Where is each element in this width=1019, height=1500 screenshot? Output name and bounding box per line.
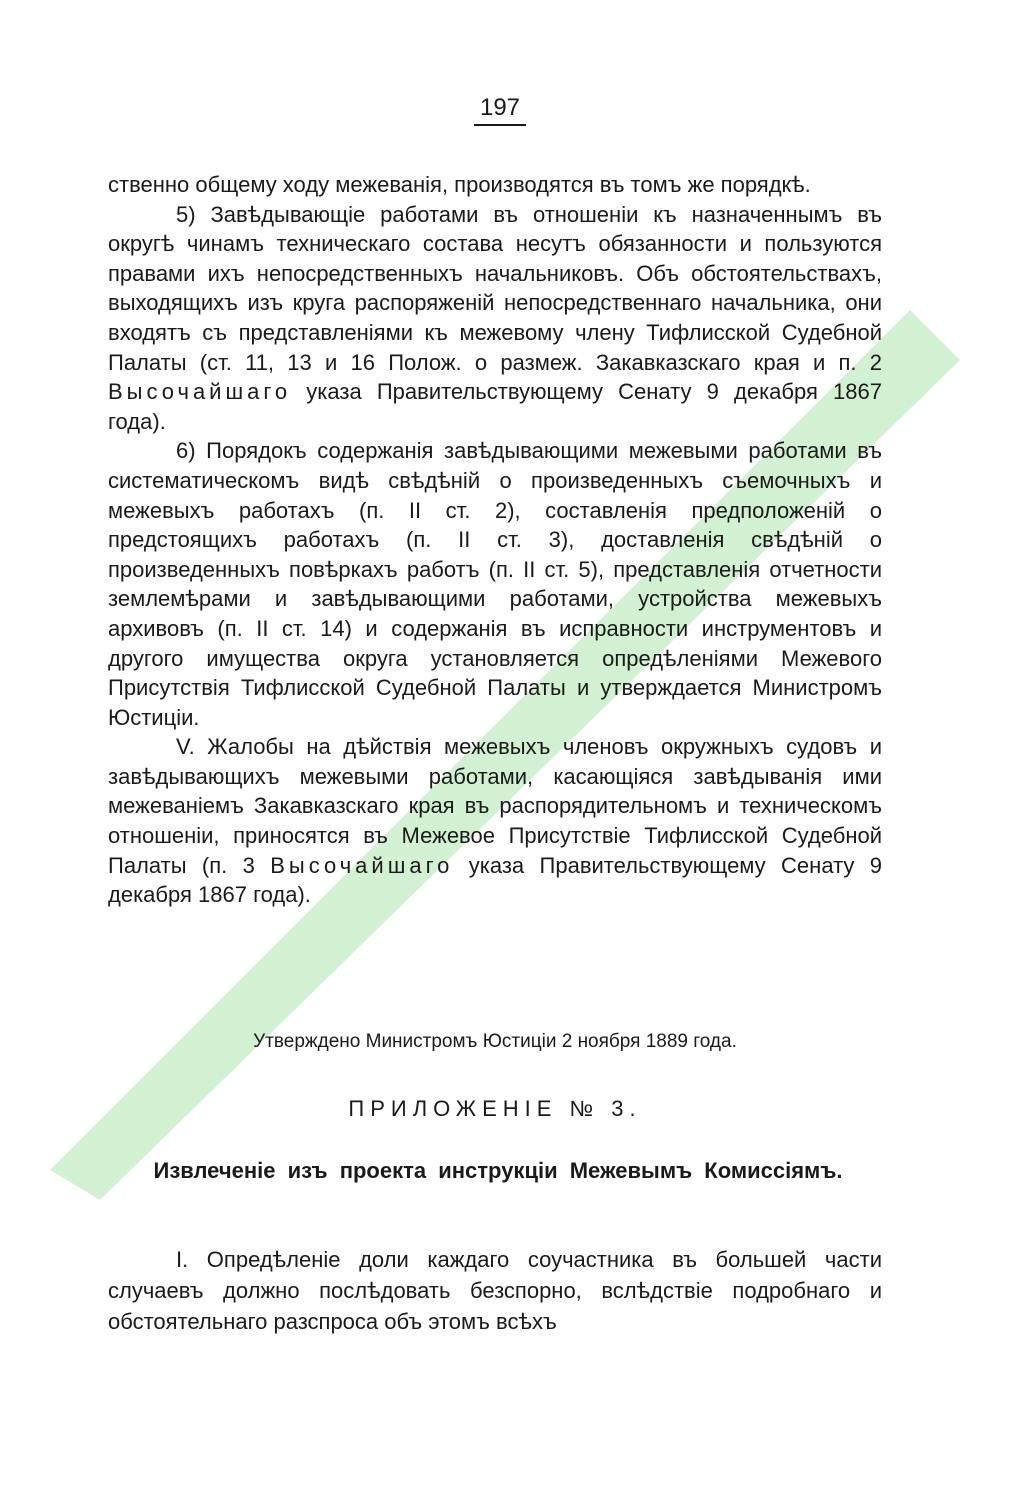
page-number: [0, 92, 1000, 126]
paragraph-v-text: V. Жалобы на дѣйствія межевыхъ членовъ окружныхъ судовъ и завѣдывающихъ межевыми работами, касающіяся завѣдыванія ими межеваніемъ Закавказскаго края въ распорядительномъ и техническомъ отношеніи, приносятся въ Межевое Присутствіе Тифлисской Судебной Палаты (п. 3: [108, 734, 882, 878]
extract-title: Извлеченіе изъ проекта инструкціи Межевымъ Комиссіямъ.: [153, 1158, 843, 1183]
appendix-title: ПРИЛОЖЕНІЕ № 3.: [348, 1096, 642, 1121]
approval-note: Утверждено Министромъ Юстиціи 2 ноября 1889 года.: [253, 1031, 737, 1052]
page-number-value: 197: [474, 92, 526, 126]
paragraph-5-text: 5) Завѣдывающіе работами въ отношеніи къ назначеннымъ въ округѣ чинамъ техническаго состава несутъ обязанности и пользуются правами ихъ непосредственныхъ начальниковъ. Объ обстоятельствахъ, выходящихъ изъ круга распоряженій непосредственнаго начальника, они входятъ съ представленіями къ межевому члену Тифлисской Судебной Палаты (ст. 11, 13 и 16 Полож. о размеж. Закавказскаго края и п. 2: [108, 201, 882, 375]
paragraph-v-tail: указа Правительствующему Сенату 9 декабря 1867 года).: [108, 852, 882, 908]
paragraph-continuation: ственно общему ходу межеванія, производятся въ томъ же порядкѣ.: [108, 172, 811, 197]
instruction-text: [108, 1244, 882, 1337]
paragraph-v: [108, 732, 882, 910]
highness-word: Высочайшаго: [270, 852, 454, 878]
paragraph-6: 6) Порядокъ содержанія завѣдывающими межевыми работами въ систематическомъ видѣ свѣдѣній о произведенныхъ съемочныхъ и межевыхъ работахъ (п. II ст. 2), составленія предположеній о предстоящихъ работахъ (п. II ст. 3), доставленія свѣдѣній о произведенныхъ повѣркахъ работъ (п. II ст. 5), представленія отчетности землемѣрами и завѣдывающими работами, устройства межевыхъ архивовъ (п. II ст. 14) и содержанія въ исправности инструментовъ и другого имущества округа установляется опредѣленіями Межевого Присутствія Тифлисской Судебной Палаты и утверждается Министромъ Юстиціи.: [108, 438, 882, 730]
paragraph-5-tail: указа Правительствующему Сенату 9 декабря 1867 года).: [108, 379, 882, 434]
paragraph-5: [108, 200, 882, 437]
body-text: [108, 170, 882, 910]
paragraph-i: I. Опредѣленіе доли каждаго соучастника въ большей части случаевъ должно послѣдовать безспорно, вслѣдствіе подробнаго и обстоятельнаго разспроса объ этомъ всѣхъ: [108, 1247, 882, 1334]
highness-word: Высочайшаго: [108, 379, 292, 405]
